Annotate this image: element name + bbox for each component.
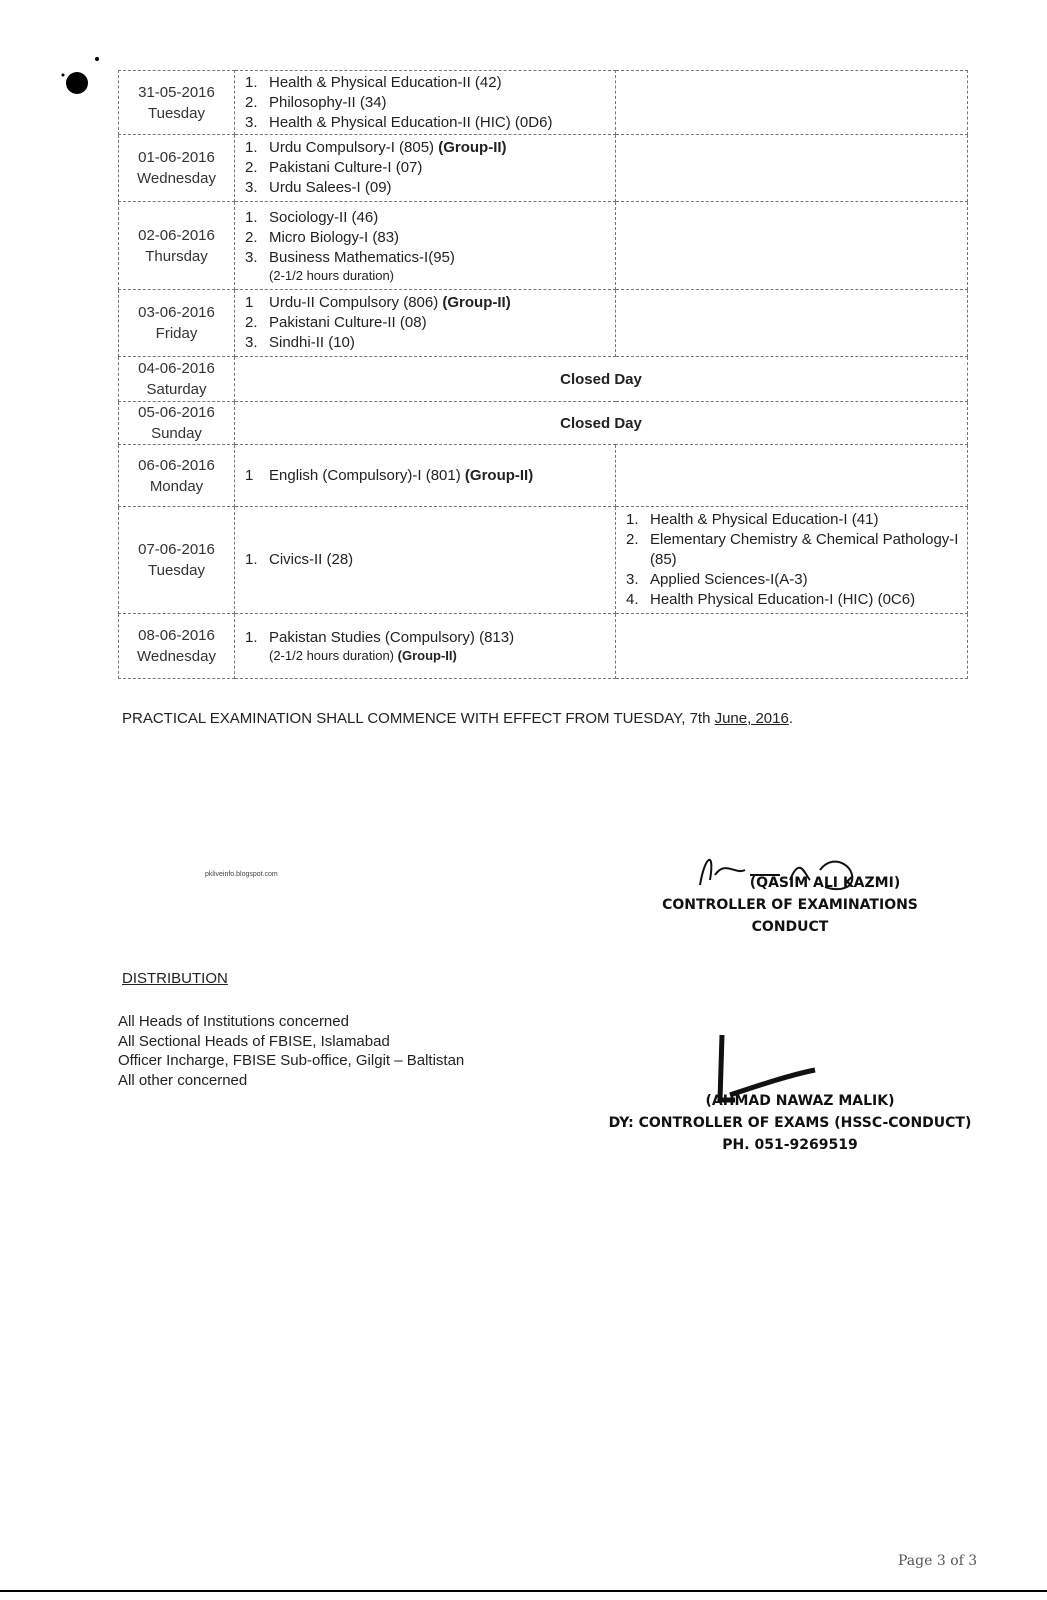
subject-item <box>235 466 615 486</box>
group-label: (Group-II) <box>397 648 457 663</box>
schedule-row <box>119 71 968 135</box>
item-number: 1. <box>245 629 258 646</box>
evening-session-cell <box>616 202 968 290</box>
morning-session-cell <box>235 202 616 290</box>
schedule-row <box>119 357 968 402</box>
subject-item <box>616 510 967 530</box>
schedule-row <box>119 135 968 202</box>
morning-session-cell <box>235 290 616 357</box>
item-number: 2. <box>626 531 639 548</box>
subject-name: Health & Physical Education-II (42) <box>269 73 502 91</box>
schedule-row <box>119 290 968 357</box>
schedule-row <box>119 202 968 290</box>
item-number: 1. <box>245 208 258 226</box>
subject-item <box>235 628 615 648</box>
closed-day-cell: Closed Day <box>235 357 968 402</box>
morning-session-cell <box>235 507 616 614</box>
subject-name: Sociology-II (46) <box>269 208 379 226</box>
practical-exam-notice: PRACTICAL EXAMINATION SHALL COMMENCE WITH EFFECT FROM TUESDAY, 7th June, 2016. <box>122 710 793 727</box>
subject-name: Urdu-II Compulsory (806) (Group-II) <box>269 294 511 311</box>
item-number: 2. <box>245 159 258 176</box>
morning-session-cell <box>235 614 616 679</box>
punch-hole-mark <box>55 55 100 100</box>
distribution-item: All Sectional Heads of FBISE, Islamabad <box>118 1032 390 1050</box>
item-number: 1. <box>245 73 258 91</box>
date-cell <box>119 135 235 202</box>
subject-item <box>235 293 615 313</box>
item-number: 3. <box>626 571 639 588</box>
subject-name: Urdu Salees-I (09) <box>269 179 392 196</box>
exam-day: Monday <box>149 477 204 495</box>
exam-date: 04-06-2016 <box>138 360 215 377</box>
item-number: 1. <box>626 511 639 528</box>
exam-schedule-table <box>118 70 968 679</box>
page-bottom-edge <box>0 1590 1047 1592</box>
closed-day-cell: Closed Day <box>235 402 968 445</box>
morning-session-cell <box>235 135 616 202</box>
exam-day: Sunday <box>151 425 202 442</box>
schedule-row <box>119 614 968 679</box>
evening-session-cell <box>616 135 968 202</box>
exam-date: 31-05-2016 <box>138 83 215 101</box>
exam-date: 03-06-2016 <box>138 304 215 321</box>
subject-name: Micro Biology-I (83) <box>269 228 400 246</box>
date-cell <box>119 507 235 614</box>
exam-day: Tuesday <box>148 562 205 579</box>
signatory-2-block <box>590 1090 990 1156</box>
signatory-1-title: CONTROLLER OF EXAMINATIONS <box>662 897 918 913</box>
subject-item <box>235 138 615 158</box>
exam-date: 02-06-2016 <box>138 226 215 244</box>
item-number: 2. <box>245 314 258 331</box>
duration-note: (2-1/2 hours duration) <box>269 267 395 283</box>
signatory-2-phone: PH. 051-9269519 <box>722 1137 858 1153</box>
schedule-row <box>119 402 968 445</box>
distribution-list <box>118 1012 464 1090</box>
subject-item <box>235 73 615 93</box>
signatory-1-dept: CONDUCT <box>751 919 829 935</box>
subject-name: Health & Physical Education-I (41) <box>650 511 879 528</box>
schedule-row <box>119 507 968 614</box>
exam-day: Saturday <box>146 381 207 398</box>
subject-name: Sindhi-II (10) <box>269 334 355 351</box>
group-label: (Group-II) <box>464 466 534 484</box>
date-cell <box>119 357 235 402</box>
signatory-1-block <box>640 872 940 938</box>
subject-item <box>616 590 967 610</box>
evening-session-cell <box>616 507 968 614</box>
item-number: 1. <box>245 551 258 568</box>
subject-name: Business Mathematics-I(95) <box>269 248 455 266</box>
subject-item <box>235 333 615 353</box>
item-number: 1. <box>245 139 258 156</box>
subject-item <box>235 248 615 268</box>
date-cell <box>119 614 235 679</box>
watermark-text: pkliveinfo.blogspot.com <box>205 871 278 878</box>
subject-name: Pakistani Culture-I (07) <box>269 159 423 176</box>
exam-date: 01-06-2016 <box>138 149 215 166</box>
date-cell <box>119 290 235 357</box>
morning-session-cell <box>235 445 616 507</box>
subject-item <box>235 550 615 570</box>
exam-day: Friday <box>155 325 198 342</box>
subject-item <box>235 208 615 228</box>
subject-item <box>235 178 615 198</box>
morning-session-cell <box>235 71 616 135</box>
subject-name: Civics-II (28) <box>269 551 354 568</box>
item-number: 2. <box>245 228 258 246</box>
group-label: (Group-II) <box>442 294 511 311</box>
signatory-2-title: DY: CONTROLLER OF EXAMS (HSSC-CONDUCT) <box>608 1115 972 1131</box>
subject-name: Pakistani Culture-II (08) <box>269 314 427 331</box>
subject-item <box>235 313 615 333</box>
item-number: 3. <box>245 334 258 351</box>
subject-name: Health & Physical Education-II (HIC) (0D6) <box>269 113 553 131</box>
subject-name: English (Compulsory)-I (801) (Group-II) <box>269 466 534 484</box>
date-cell <box>119 71 235 135</box>
page-number: Page 3 of 3 <box>898 1553 978 1569</box>
distribution-heading: DISTRIBUTION <box>122 970 228 987</box>
duration-note: (2-1/2 hours duration) (Group-II) <box>269 648 457 663</box>
subject-name: Elementary Chemistry & Chemical Pathology-I (85) <box>650 531 959 568</box>
item-number: 2. <box>245 93 258 111</box>
distribution-item: All other concerned <box>118 1071 248 1089</box>
date-cell <box>119 402 235 445</box>
subject-item <box>616 530 967 570</box>
distribution-item: Officer Incharge, FBISE Sub-office, Gilgit – Baltistan <box>118 1052 465 1069</box>
subject-item <box>235 228 615 248</box>
subject-item <box>235 93 615 113</box>
subject-item <box>235 113 615 133</box>
exam-day: Wednesday <box>137 170 216 187</box>
evening-session-cell <box>616 445 968 507</box>
item-number: 1 <box>245 294 254 311</box>
item-number: 3. <box>245 248 258 266</box>
subject-name: Urdu Compulsory-I (805) (Group-II) <box>269 139 507 156</box>
subject-name: Pakistan Studies (Compulsory) (813) <box>269 629 515 646</box>
date-cell <box>119 202 235 290</box>
signatory-2-name: (AHMAD NAWAZ MALIK) <box>705 1093 895 1109</box>
subject-name: Applied Sciences-I(A-3) <box>650 571 808 588</box>
group-label: (Group-II) <box>438 139 507 156</box>
evening-session-cell <box>616 71 968 135</box>
item-number: 3. <box>245 113 258 131</box>
subject-name: Philosophy-II (34) <box>269 93 387 111</box>
subject-name: Health Physical Education-I (HIC) (0C6) <box>650 591 916 608</box>
exam-date: 07-06-2016 <box>138 541 215 558</box>
evening-session-cell <box>616 290 968 357</box>
exam-day: Wednesday <box>137 648 216 665</box>
date-cell <box>119 445 235 507</box>
item-number: 1 <box>245 466 254 484</box>
exam-date: 05-06-2016 <box>138 404 215 421</box>
schedule-row <box>119 445 968 507</box>
evening-session-cell <box>616 614 968 679</box>
exam-day: Thursday <box>145 247 208 265</box>
exam-date: 06-06-2016 <box>138 456 215 474</box>
distribution-item: All Heads of Institutions concerned <box>118 1013 349 1030</box>
item-number: 3. <box>245 179 258 196</box>
subject-item <box>235 158 615 178</box>
exam-day: Tuesday <box>148 104 205 122</box>
signatory-1-name: (QASIM ALI KAZMI) <box>749 875 901 891</box>
item-number: 4. <box>626 591 639 608</box>
subject-item <box>616 570 967 590</box>
exam-date: 08-06-2016 <box>138 627 215 644</box>
